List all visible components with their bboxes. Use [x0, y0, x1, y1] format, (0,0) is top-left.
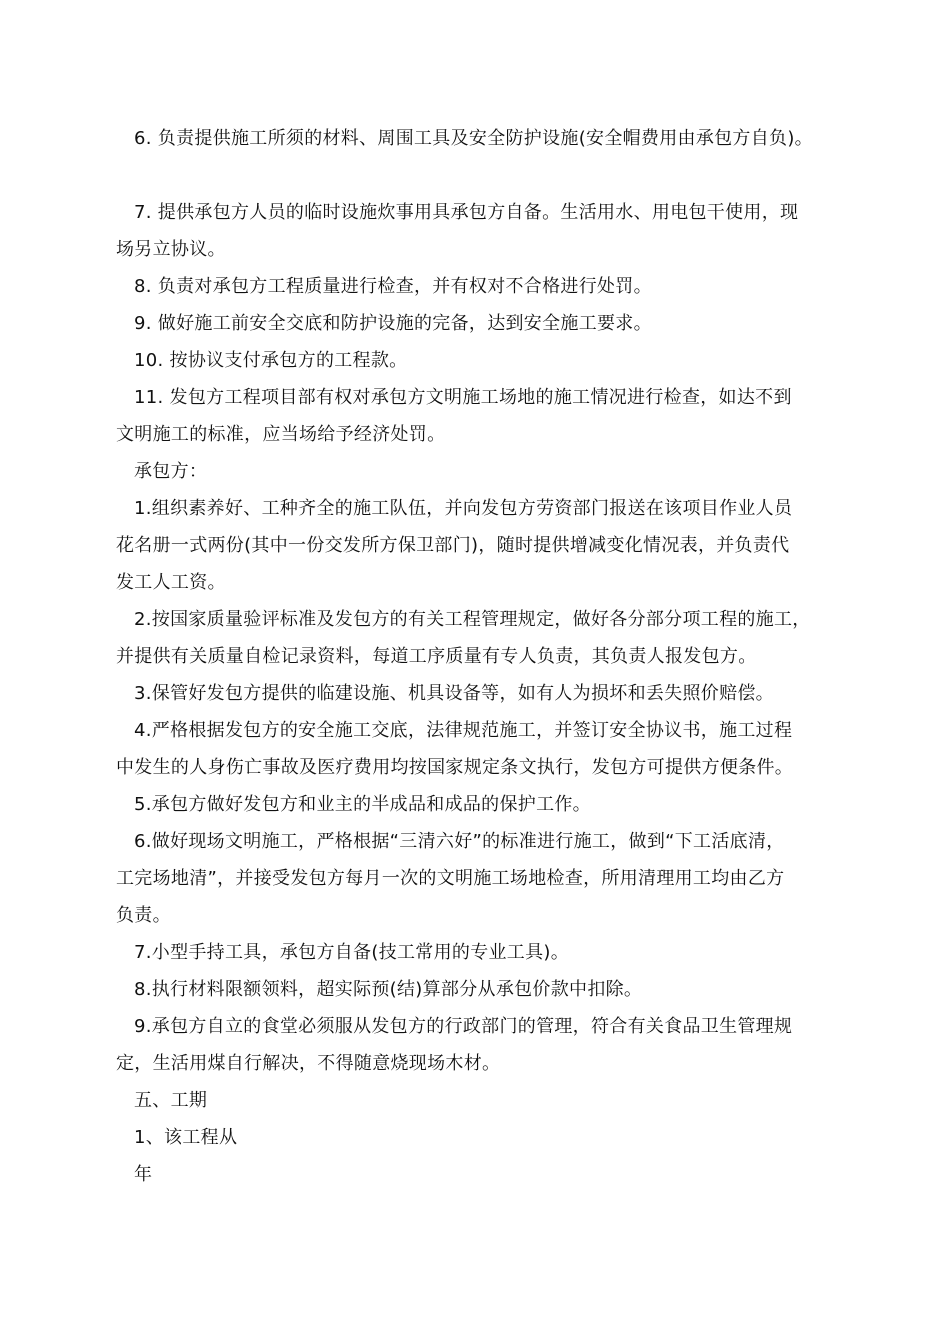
- text-line: 年: [134, 1164, 153, 1185]
- text-line: 文明施工的标准，应当场给予经济处罚。: [116, 424, 446, 445]
- text-line: 6.做好现场文明施工，严格根据“三清六好”的标准进行施工，做到“下工活底清，: [134, 831, 785, 852]
- text-line: 5.承包方做好发包方和业主的半成品和成品的保护工作。: [134, 794, 591, 815]
- text-line: 7.小型手持工具，承包方自备(技工常用的专业工具)。: [134, 942, 570, 963]
- text-line: 10. 按协议支付承包方的工程款。: [134, 350, 408, 371]
- text-line: 场另立协议。: [116, 239, 226, 260]
- text-line: 11. 发包方工程项目部有权对承包方文明施工场地的施工情况进行检查，如达不到: [134, 387, 792, 408]
- text-line: 6. 负责提供施工所须的材料、周围工具及安全防护设施(安全帽费用由承包方自负)。: [134, 128, 813, 149]
- text-line: 2.按国家质量验评标准及发包方的有关工程管理规定，做好各分部分项工程的施工，: [134, 609, 811, 630]
- text-line: 9. 做好施工前安全交底和防护设施的完备，达到安全施工要求。: [134, 313, 652, 334]
- text-line: 负责。: [116, 905, 171, 926]
- text-line: 发工人工资。: [116, 572, 226, 593]
- section-heading: 五、工期: [134, 1090, 208, 1111]
- text-line: 3.保管好发包方提供的临建设施、机具设备等，如有人为损坏和丢失照价赔偿。: [134, 683, 774, 704]
- text-line: 中发生的人身伤亡事故及医疗费用均按国家规定条文执行，发包方可提供方便条件。: [116, 757, 794, 778]
- text-line: 定，生活用煤自行解决，不得随意烧现场木材。: [116, 1053, 501, 1074]
- text-line: 8.执行材料限额领料，超实际预(结)算部分从承包价款中扣除。: [134, 979, 643, 1000]
- text-line: 1.组织素养好、工种齐全的施工队伍，并向发包方劳资部门报送在该项目作业人员: [134, 498, 793, 519]
- text-line: 9.承包方自立的食堂必须服从发包方的行政部门的管理，符合有关食品卫生管理规: [134, 1016, 793, 1037]
- text-line: 7. 提供承包方人员的临时设施炊事用具承包方自备。生活用水、用电包干使用，现: [134, 202, 799, 223]
- text-line: 工完场地清”，并接受发包方每月一次的文明施工场地检查，所用清理用工均由乙方: [116, 868, 785, 889]
- text-line: 并提供有关质量自检记录资料，每道工序质量有专人负责，其负责人报发包方。: [116, 646, 757, 667]
- section-heading: 承包方：: [134, 461, 208, 482]
- text-line: 花名册一式两份(其中一份交发所方保卫部门)，随时提供增减变化情况表，并负责代: [116, 535, 790, 556]
- text-line: 1、该工程从: [134, 1127, 238, 1148]
- text-line: 8. 负责对承包方工程质量进行检查，并有权对不合格进行处罚。: [134, 276, 652, 297]
- text-line: 4.严格根据发包方的安全施工交底，法律规范施工，并签订安全协议书，施工过程: [134, 720, 793, 741]
